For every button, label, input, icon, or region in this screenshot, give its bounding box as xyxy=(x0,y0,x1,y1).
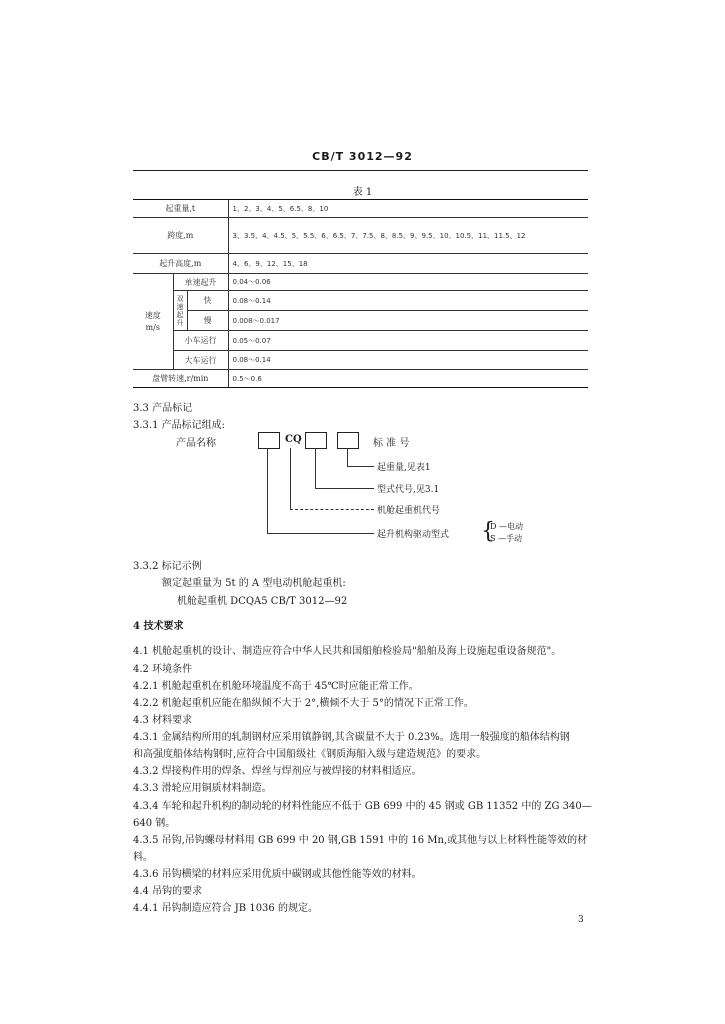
row-value-single-lift: 0.04～0.06 xyxy=(228,274,588,291)
leader-line xyxy=(290,448,291,510)
row-value-lift-height: 4、6、9、12、15、18 xyxy=(228,254,588,274)
para-4-3-2: 4.3.2 焊接构件用的焊条、焊丝与焊剂应与被焊接的材料相适应。 xyxy=(133,766,422,777)
row-value-trolley: 0.05～0.07 xyxy=(228,331,588,351)
row-label-crane: 大车运行 xyxy=(173,351,228,370)
annotation-type-code: 型式代号,见3.1 xyxy=(377,485,440,495)
para-4-3-3: 4.3.3 滑轮应用铜质材料制造。 xyxy=(133,783,272,794)
row-value-rotate: 0.5～0.6 xyxy=(228,370,588,388)
leader-line xyxy=(267,448,268,534)
product-name-label: 产品名称 xyxy=(176,438,216,449)
para-4-3-4-line-2: 640 钢。 xyxy=(133,818,176,829)
table-row xyxy=(133,254,588,274)
row-label-trolley: 小车运行 xyxy=(173,331,228,351)
standard-number-label: 标 准 号 xyxy=(373,438,410,449)
page-number: 3 xyxy=(578,915,584,925)
para-4-3: 4.3 材料要求 xyxy=(133,715,193,726)
row-value-capacity: 1、2、3、4、5、6.5、8、10 xyxy=(228,200,588,218)
table-row xyxy=(133,291,588,311)
para-4-3-1-line-2: 和高强度船体结构钢时,应符合中国船级社《钢质海船入级与建造规范》的要求。 xyxy=(133,749,487,760)
example-line-1: 额定起重量为 5t 的 A 型电动机舱起重机: xyxy=(162,578,346,589)
row-label-dual-fast: 快 xyxy=(187,291,228,311)
table-row xyxy=(133,351,588,370)
cq-code: CQ xyxy=(285,434,302,445)
table-row xyxy=(133,311,588,331)
row-value-crane: 0.08～0.14 xyxy=(228,351,588,370)
brace-glyph: { xyxy=(481,519,495,544)
table-caption: 表 1 xyxy=(352,187,373,198)
para-4-2-2: 4.2.2 机舱起重机应能在船纵倾不大于 2°,横倾不大于 5°的情况下正常工作。 xyxy=(133,698,474,709)
capacity-box xyxy=(337,432,359,449)
row-label-single-lift: 单速起升 xyxy=(173,274,228,291)
para-4-2-1: 4.2.1 机舱起重机在机舱环境温度不高于 45℃时应能正常工作。 xyxy=(133,681,419,692)
row-label-capacity: 起重量,t xyxy=(133,200,228,218)
para-4-3-5-line-2: 料。 xyxy=(133,852,153,863)
annotation-capacity: 起重量,见表1 xyxy=(377,463,431,473)
para-4-3-1-line-1: 4.3.1 金属结构所用的轧制钢材应采用镇静钢,其含碳量不大于 0.23%。选用一般强度的船体结构钢 xyxy=(133,732,570,743)
table-row xyxy=(133,200,588,218)
para-4-3-5-line-1: 4.3.5 吊钩,吊钩螺母材料用 GB 699 中 20 钢,GB 1591 中的 16 Mn,或其他与以上材料性能等效的材 xyxy=(133,835,588,846)
leader-line xyxy=(347,466,374,467)
para-4-1: 4.1 机舱起重机的设计、制造应符合中华人民共和国船舶检验局"船舶及海上设施起重设备规范"。 xyxy=(133,646,562,657)
dual-lift-label xyxy=(173,291,187,331)
leader-line xyxy=(290,509,374,510)
row-label-span: 跨度,m xyxy=(133,218,228,254)
row-label-lift-height: 起升高度,m xyxy=(133,254,228,274)
speed-group-text: 速度 m/s xyxy=(144,310,161,332)
drive-option-manual: S —手动 xyxy=(490,534,523,543)
leader-line xyxy=(347,448,348,467)
para-4-2: 4.2 环境条件 xyxy=(133,664,193,675)
type-code-box xyxy=(305,432,327,449)
drive-type-box xyxy=(258,432,280,449)
table-row xyxy=(133,331,588,351)
leader-line xyxy=(315,488,374,489)
header-rule xyxy=(133,170,588,171)
row-value-span: 3、3.5、4、4.5、5、5.5、6、6.5、7、7.5、8、8.5、9、9.5、10、10.5、11、11.5、12 xyxy=(228,218,588,254)
drive-option-electric: D —电动 xyxy=(490,522,523,531)
para-4-3-4-line-1: 4.3.4 车轮和起升机构的制动轮的材料性能应不低于 GB 699 中的 45 钢或 GB 11352 中的 ZG 340— xyxy=(133,801,592,812)
example-line-2: 机舱起重机 DCQA5 CB/T 3012—92 xyxy=(177,596,348,607)
speed-group-label xyxy=(133,274,173,370)
para-4-4: 4.4 吊钩的要求 xyxy=(133,886,203,897)
section-4-heading: 4 技术要求 xyxy=(133,621,184,632)
dual-lift-text: 双 速 起 升 xyxy=(176,294,184,327)
section-3-3-2-heading: 3.3.2 标记示例 xyxy=(133,561,202,572)
row-value-dual-fast: 0.08～0.14 xyxy=(228,291,588,311)
para-4-3-6: 4.3.6 吊钩横梁的材料应采用优质中碳钢或其他性能等效的材料。 xyxy=(133,869,422,880)
leader-line xyxy=(315,448,316,489)
row-label-dual-slow: 慢 xyxy=(187,311,228,331)
spec-table xyxy=(133,199,588,388)
table-row xyxy=(133,218,588,254)
standard-code-header: CB/T 3012—92 xyxy=(312,150,413,163)
leader-line xyxy=(267,533,374,534)
table-row xyxy=(133,370,588,388)
annotation-drive-type: 起升机构驱动型式 xyxy=(377,530,450,540)
table-row xyxy=(133,274,588,291)
annotation-crane-code: 机舱起重机代号 xyxy=(377,506,441,516)
section-3-3-heading: 3.3 产品标记 xyxy=(133,403,193,414)
row-label-rotate: 盘臂转速,r/min xyxy=(133,370,228,388)
row-value-dual-slow: 0.008～0.017 xyxy=(228,311,588,331)
section-3-3-1: 3.3.1 产品标记组成: xyxy=(133,420,225,431)
para-4-4-1: 4.4.1 吊钩制造应符合 JB 1036 的规定。 xyxy=(133,903,318,914)
